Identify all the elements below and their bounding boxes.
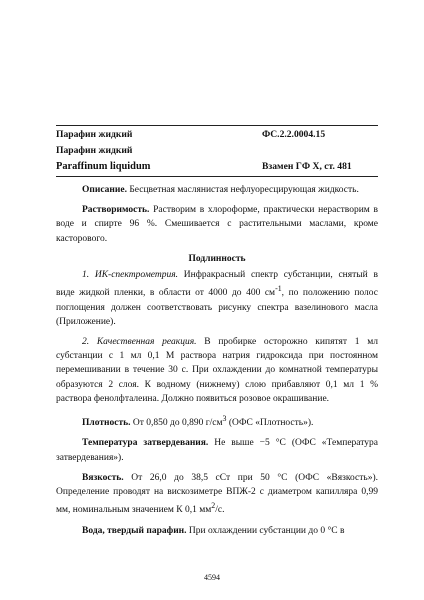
header-bottom-rule [56,176,378,177]
solubility-text: Растворим в хлороформе, практически нерастворим в воде и спирте 96 %. Смешивается с растительными маслами, кроме касторового. [56,205,378,244]
qualitative-label: 2. Качественная реакция. [82,336,197,347]
title-ru-1: Парафин жидкий [56,129,133,140]
ir-text-1: Инфракрасный спектр субстанции, снятый в виде жидкой пленки, в области от 4000 до 400 см [56,270,378,299]
solidification-label: Температура затвердевания. [82,438,209,449]
water-text: При охлаждении субстанции до 0 °С в [186,525,345,536]
solubility-paragraph [56,203,378,246]
ir-paragraph [56,268,378,329]
viscosity-text-1: От 26,0 до 38,5 сСт при 50 °С (ОФС «Вязкость»). Определение проводят на вискозиметре ВПЖ-2 с диаметром капилляра 0,99 мм, номинальным значением К 0,1 мм [56,472,378,516]
replaces-note: Взамен ГФ X, ст. 481 [262,161,352,172]
ir-label: 1. ИК-спектрометрия. [82,270,179,281]
qualitative-paragraph [56,335,378,406]
viscosity-label: Вязкость. [82,472,124,483]
ir-sup: -1 [275,284,282,294]
viscosity-paragraph [56,471,378,518]
solubility-label: Растворимость. [82,205,150,216]
description-text: Бесцветная маслянистая нефлуоресцирующая жидкость. [126,185,359,195]
monograph-body [56,183,378,544]
title-ru-2: Парафин жидкий [56,145,133,156]
water-label: Вода, твердый парафин. [82,525,187,536]
identity-heading: Подлинность [188,253,246,264]
solidification-paragraph [56,436,378,464]
density-sup: 3 [222,414,227,423]
doc-code: ФС.2.2.0004.15 [262,129,326,140]
title-latin: Paraffinum liquidum [56,161,151,172]
water-paragraph [56,524,378,538]
qualitative-text: В пробирке осторожно кипятят 1 мл субстанции с 1 мл 0,1 М раствора натрия гидроксида при постоянном перемешивании в течение 30 с. При охлаждении до комнатной температуры образуются 2 слоя. К водному (нижнему) слою прибавляют 0,1 мл 1 % раствора фенолфталеина. Должно появиться розовое окрашивание. [56,336,378,404]
viscosity-text-2: /с. [215,505,225,516]
description-label: Описание. [82,185,127,195]
density-text-1: От 0,850 до 0,890 г/см [130,418,223,429]
density-paragraph [56,412,378,430]
ir-text-2: , по положению полос поглощения должен соответствовать рисунку спектра вазелинового масла (Приложение). [56,288,378,327]
density-text-2: (ОФС «Плотность»). [226,418,314,429]
description-paragraph [56,183,378,197]
solidification-text: Не выше −5 °С (ОФС «Температура затвердевания»). [56,438,378,463]
density-label: Плотность. [82,418,131,429]
page-number: 4594 [204,573,220,582]
viscosity-sup: 2 [211,501,216,511]
header-top-rule [56,125,378,126]
